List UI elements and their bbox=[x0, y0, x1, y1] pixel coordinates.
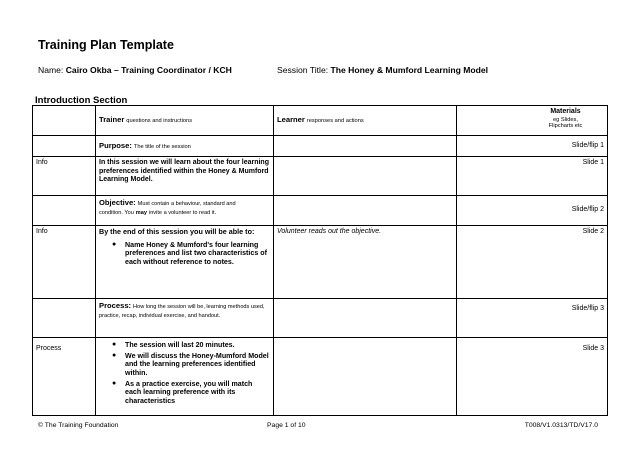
learner-header-cell bbox=[274, 106, 457, 136]
info2-cell bbox=[96, 226, 274, 299]
footer-page-number: Page 1 of 10 bbox=[267, 422, 306, 429]
list-item bbox=[99, 380, 270, 406]
objective-cell bbox=[96, 196, 274, 226]
process-bullet-2: We will discuss the Honey-Mumford Model and the learning preferences identified within. bbox=[125, 351, 269, 377]
name-label: Name: bbox=[38, 65, 64, 75]
info2-learner: Volunteer reads out the objective. bbox=[274, 226, 457, 299]
info2-type: Info bbox=[33, 226, 96, 299]
process-slide: Slide 3 bbox=[457, 338, 608, 416]
trainer-header-label: Trainer bbox=[99, 115, 125, 125]
process-desc: How long the session will be, learning methods used, practice, recap, individual exercise, and handout. bbox=[99, 304, 265, 319]
process-header-slide: Slide/flip 3 bbox=[457, 299, 608, 338]
purpose-label: Purpose: bbox=[99, 140, 132, 150]
materials-header-label: Materials bbox=[550, 108, 581, 115]
objective-desc-2a: condition. You bbox=[99, 209, 134, 216]
purpose-row bbox=[33, 136, 608, 157]
name-field bbox=[38, 65, 277, 75]
objective-label: Objective: bbox=[99, 198, 136, 207]
section-heading: Introduction Section bbox=[35, 95, 128, 106]
session-field bbox=[277, 65, 488, 75]
bullet-icon: ● bbox=[112, 351, 117, 359]
name-value: Cairo Okba – Training Coordinator / KCH bbox=[65, 65, 232, 75]
process-header-empty-cell bbox=[33, 299, 96, 338]
list-item bbox=[99, 341, 270, 350]
materials-header-cell bbox=[457, 106, 608, 136]
process-learner-cell bbox=[274, 338, 457, 416]
objective-empty-cell bbox=[33, 196, 96, 226]
page-footer bbox=[38, 422, 598, 429]
purpose-cell bbox=[96, 136, 274, 157]
learner-header-label: Learner bbox=[277, 115, 305, 125]
purpose-slide: Slide/flip 1 bbox=[457, 136, 608, 157]
session-value: The Honey & Mumford Learning Model bbox=[330, 65, 489, 75]
objective-desc-2c: invite a volunteer to read it. bbox=[148, 209, 217, 216]
learner-header-sub: responses and actions bbox=[306, 118, 364, 125]
process-bullet-3: As a practice exercise, you will match each learning preference with its characteristics bbox=[125, 379, 253, 405]
objective-row bbox=[33, 196, 608, 226]
list-item bbox=[99, 241, 270, 267]
info2-bullet-list bbox=[99, 241, 270, 267]
info1-row bbox=[33, 157, 608, 196]
info2-slide: Slide 2 bbox=[457, 226, 608, 299]
process-header-learner-cell bbox=[274, 299, 457, 338]
process-row bbox=[33, 338, 608, 416]
footer-doc-code: T008/V1.0313/TD/V17.0 bbox=[524, 422, 598, 429]
training-plan-table bbox=[32, 105, 608, 416]
bullet-icon: ● bbox=[112, 379, 117, 387]
objective-learner-cell bbox=[274, 196, 457, 226]
process-type: Process bbox=[33, 338, 96, 416]
bullet-icon: ● bbox=[112, 240, 117, 248]
objective-desc-2b: may bbox=[135, 209, 147, 216]
purpose-desc: The title of the session bbox=[133, 143, 191, 150]
info2-bullet-text: Name Honey & Mumford's four learning preferences and list two characteristics of each without reference to notes. bbox=[125, 240, 267, 267]
header-empty-cell bbox=[33, 106, 96, 136]
process-header-row bbox=[33, 299, 608, 338]
materials-header-sub-1: eg Slides, bbox=[553, 116, 578, 123]
info1-type: Info bbox=[33, 157, 96, 196]
session-label: Session Title: bbox=[277, 65, 329, 75]
info2-row bbox=[33, 226, 608, 299]
purpose-empty-cell bbox=[33, 136, 96, 157]
objective-slide: Slide/flip 2 bbox=[457, 196, 608, 226]
info2-text: By the end of this session you will be able to: bbox=[99, 227, 255, 236]
footer-copyright: © The Training Foundation bbox=[38, 422, 119, 429]
table-header-row bbox=[33, 106, 608, 136]
info1-slide: Slide 1 bbox=[457, 157, 608, 196]
meta-line bbox=[38, 65, 598, 75]
info1-learner-cell bbox=[274, 157, 457, 196]
process-bullet-1: The session will last 20 minutes. bbox=[125, 341, 235, 349]
process-label: Process: bbox=[99, 301, 132, 310]
bullet-icon: ● bbox=[112, 341, 117, 348]
purpose-learner-cell bbox=[274, 136, 457, 157]
process-cell bbox=[96, 338, 274, 416]
trainer-header-cell bbox=[96, 106, 274, 136]
process-bullet-list bbox=[99, 341, 270, 405]
objective-desc-1: Must contain a behaviour, standard and bbox=[137, 201, 236, 207]
process-header-cell bbox=[96, 299, 274, 338]
materials-header-sub-2: Flipcharts etc bbox=[548, 123, 583, 130]
document-title: Training Plan Template bbox=[38, 38, 174, 52]
info1-text: In this session we will learn about the four learning preferences identified within the Honey & Mumford Learning Model. bbox=[96, 157, 274, 196]
list-item bbox=[99, 352, 270, 378]
trainer-header-sub: questions and instructions bbox=[126, 118, 193, 125]
